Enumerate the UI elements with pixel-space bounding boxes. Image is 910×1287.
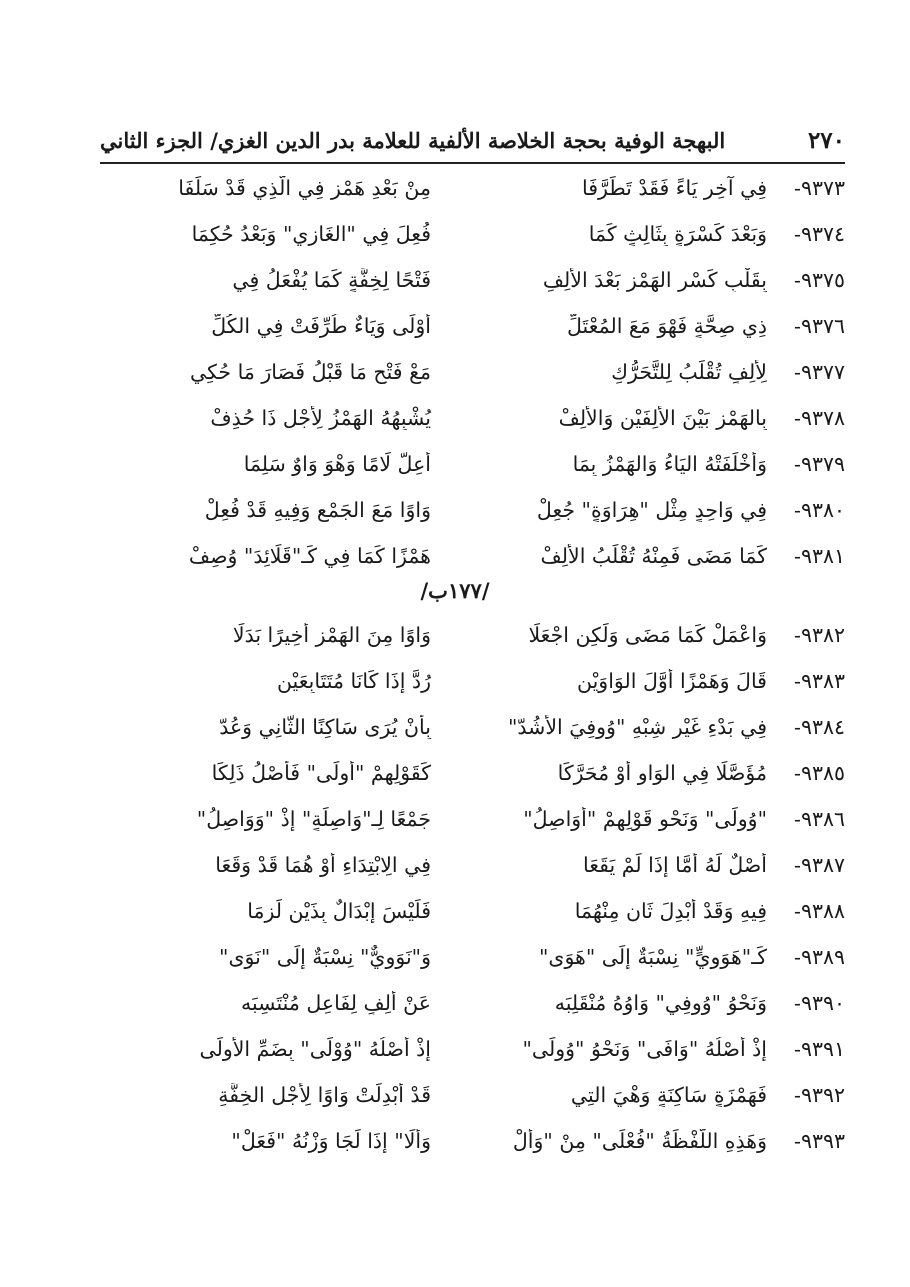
verse-second-hemistich: يُشْبِهُهُ الهَمْزُ لِأَجْلِ ذَا حُذِفْ [210, 406, 431, 430]
verse-second-hemistich: جَمْعًا لِـ"وَاصِلَةٍ" إِذْ "وَوَاصِلُ" [196, 807, 431, 831]
verse-number: ٩٣٧٤- [794, 222, 845, 246]
verse-first-hemistich: كَـ"هَوَوِيٍّ" نِسْبَةٌ إِلَى "هَوَى" [538, 945, 767, 969]
verse-first-hemistich: ذِي صِحَّةٍ فَهْوَ مَعَ المُعْتَلِّ [567, 314, 767, 338]
verse-second-hemistich: وَاوًا مِنَ الهَمْزِ أَخِيرًا بَدَلَا [232, 623, 431, 647]
verse-first-hemistich: وَأَخْلَفَتْهُ اليَاءُ وَالهَمْزُ بِمَا [572, 452, 767, 476]
verse-line [100, 533, 845, 579]
verse-first-hemistich: أَصْلٌ لَهُ أَمَّا إِذَا لَمْ يَقَعَا [583, 853, 767, 877]
verse-second-hemistich: هَمْزًا كَمَا فِي كَـ"قَلَائِدَ" وُصِفْ [188, 544, 431, 568]
verse-second-hemistich: مَعْ فَتْحِ مَا قَبْلُ فَصَارَ مَا حُكِي [190, 360, 431, 384]
verse-line [100, 796, 845, 842]
verse-number: ٩٣٧٦- [794, 314, 845, 338]
verse-line [100, 257, 845, 303]
verse-line [100, 750, 845, 796]
verse-first-hemistich: بِقَلْبِ كَسْرِ الهَمْزِ بَعْدَ الأَلِفِ [542, 268, 767, 292]
verse-number: ٩٣٨٢- [794, 623, 845, 647]
verse-number: ٩٣٩٢- [794, 1083, 845, 1107]
verse-block-2 [100, 612, 845, 1164]
verse-second-hemistich: قَدْ أُبْدِلَتْ وَاوًا لِأَجْلِ الخِفَّةِ [218, 1083, 431, 1107]
verse-second-hemistich: فَلَيْسَ إِبْدَالٌ بِذَيْنِ لَزِمَا [247, 899, 431, 923]
verse-line [100, 842, 845, 888]
verse-second-hemistich: بِأَنْ يُرَى سَاكِنًا الثَّانِي وَعُدّ [219, 715, 431, 739]
verse-number: ٩٣٩١- [794, 1037, 845, 1061]
verse-second-hemistich: إِذْ أَصْلُهُ "وُوْلَى" بِضَمِّ الأُولَى [199, 1037, 431, 1061]
verse-number: ٩٣٩٠- [794, 991, 845, 1015]
verse-number: ٩٣٩٣- [794, 1129, 845, 1153]
verse-first-hemistich: فِي وَاحِدٍ مِثْلِ "هِرَاوَةٍ" جُعِلْ [536, 498, 767, 522]
verse-line [100, 888, 845, 934]
verse-line [100, 441, 845, 487]
verse-block-1 [100, 165, 845, 579]
verse-second-hemistich: عَنْ أَلِفٍ لِفَاعِلٍ مُنْتَسِبَه [241, 991, 431, 1015]
verse-number: ٩٣٨٨- [794, 899, 845, 923]
verse-line [100, 704, 845, 750]
verse-second-hemistich: وَ"نَوَوِيٌّ" نِسْبَةٌ إِلَى "نَوَى" [219, 945, 431, 969]
verse-number: ٩٣٧٩- [794, 452, 845, 476]
verse-first-hemistich: "وُولَى" وَنَحْوِ قَوْلِهِمْ "أَوَاصِلُ" [523, 807, 767, 831]
verse-second-hemistich: أَوْلَى وَيَاءٌ طُرِّفَتْ فِي الكُلِّ [211, 314, 431, 338]
verse-number: ٩٣٨٤- [794, 715, 845, 739]
running-header [100, 118, 845, 164]
verse-line [100, 487, 845, 533]
verse-second-hemistich: أُعِلَّ لَامًا وَهْوَ وَاوٌ سَلِمَا [243, 452, 431, 476]
verse-line [100, 165, 845, 211]
verse-number: ٩٣٨٩- [794, 945, 845, 969]
verse-number: ٩٣٧٧- [794, 360, 845, 384]
verse-first-hemistich: وَنَحْوُ "وُوفِي" وَاوُهُ مُنْقَلِبَه [554, 991, 767, 1015]
verse-line [100, 349, 845, 395]
verse-first-hemistich: إِذْ أَصْلُهُ "وَافَى" وَنَحْوُ "وُولَى" [522, 1037, 767, 1061]
verse-second-hemistich: وَاوًا مَعَ الجَمْعِ وَفِيهِ قَدْ فُعِلْ [204, 498, 431, 522]
verse-line [100, 1072, 845, 1118]
verse-line [100, 211, 845, 257]
verse-number: ٩٣٧٥- [794, 268, 845, 292]
verse-number: ٩٣٨٠- [794, 498, 845, 522]
verse-number: ٩٣٧٨- [794, 406, 845, 430]
verse-first-hemistich: بِالهَمْزِ بَيْنَ الأَلِفَيْنِ وَالأَلِفْ [558, 406, 767, 430]
verse-second-hemistich: فِي الِابْتِدَاءِ أَوْ هُمَا قَدْ وَقَعَا [215, 853, 431, 877]
verse-line [100, 303, 845, 349]
verse-line [100, 1118, 845, 1164]
verse-number: ٩٣٨٦- [794, 807, 845, 831]
verse-first-hemistich: قَالَ وَهَمْزًا أَوَّلَ الوَاوَيْنِ [577, 669, 767, 693]
verse-first-hemistich: مُؤَصَّلًا فِي الوَاوِ أَوْ مُحَرَّكَا [557, 761, 767, 785]
verse-first-hemistich: لِأَلِفٍ تُقْلَبُ لِلتَّحَرُّكِ [611, 360, 767, 384]
verse-second-hemistich: وَأْلًا" إِذَا لَجَا وَزْنُهُ "فَعَلْ" [231, 1129, 431, 1153]
verse-number: ٩٣٨٣- [794, 669, 845, 693]
verse-line [100, 612, 845, 658]
page-number: ٢٧٠ [807, 126, 845, 154]
verse-number: ٩٣٧٣- [794, 176, 845, 200]
verse-number: ٩٣٨٥- [794, 761, 845, 785]
verse-first-hemistich: وَاعْمَلْ كَمَا مَضَى وَلَكِنِ اجْعَلَا [528, 623, 767, 647]
verse-number: ٩٣٨١- [794, 544, 845, 568]
folio-marker: /١٧٧ب/ [420, 578, 490, 603]
verse-second-hemistich: كَقَوْلِهِمْ "أُولَى" فَأَصْلُ ذَلِكَا [211, 761, 431, 785]
verse-second-hemistich: مِنْ بَعْدِ هَمْزٍ فِي الَّذِي قَدْ سَلَفَا [178, 176, 431, 200]
verse-second-hemistich: رُدَّ إِذَا كَانَا مُتَتَابِعَيْنِ [276, 669, 431, 693]
verse-line [100, 980, 845, 1026]
verse-second-hemistich: فَتْحًا لِخِفَّةٍ كَمَا يُفْعَلُ فِي [232, 268, 431, 292]
verse-first-hemistich: فِي آخِرٍ يَاءً فَقَدْ تَطَرَّفَا [581, 176, 767, 200]
verse-first-hemistich: كَمَا مَضَى فَمِنْهُ تُقْلَبُ الأَلِفْ [540, 544, 767, 568]
verse-first-hemistich: فَهَمْزَةٍ سَاكِنَةٍ وَهْيَ التِي [570, 1083, 767, 1107]
verse-first-hemistich: وَهَذِهِ اللَّفْظَةُ "فُعْلَى" مِنْ "وَأَلْ [512, 1129, 767, 1153]
verse-number: ٩٣٨٧- [794, 853, 845, 877]
verse-line [100, 395, 845, 441]
verse-line [100, 934, 845, 980]
verse-first-hemistich: وَبَعْدَ كَسْرَةٍ بِثَالِثٍ كَمَا [588, 222, 767, 246]
verse-first-hemistich: فِي بَدْءِ غَيْرِ شِبْهِ "وُوفِيَ الأَشُدّ" [507, 715, 767, 739]
running-title: البهجة الوفية بحجة الخلاصة الألفية للعلامة بدر الدين الغزي/ الجزء الثاني [100, 127, 726, 153]
verse-line [100, 1026, 845, 1072]
verse-second-hemistich: فُعِلَ فِي "الغَازِي" وَبَعْدُ حُكِمَا [191, 222, 431, 246]
verse-first-hemistich: فِيهِ وَقَدْ أُبْدِلَ ثَانٍ مِنْهُمَا [574, 899, 767, 923]
verse-line [100, 658, 845, 704]
